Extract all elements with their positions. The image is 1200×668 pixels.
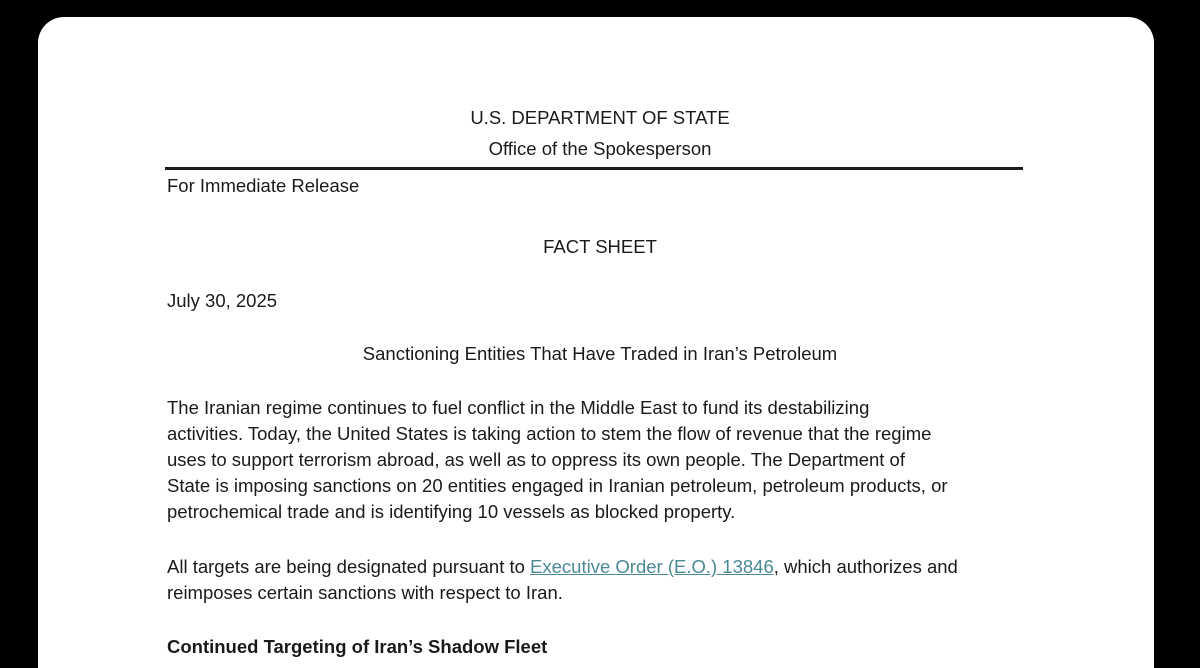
- authority-text-before: All targets are being designated pursuant to: [167, 556, 531, 577]
- paragraph-line: petrochemical trade and is identifying 10 vessels as blocked property.: [167, 501, 736, 522]
- release-date: July 30, 2025: [167, 290, 278, 311]
- authority-paragraph: [167, 554, 958, 606]
- header-divider: [165, 167, 1023, 170]
- release-label: For Immediate Release: [167, 175, 360, 196]
- paragraph-line: State is imposing sanctions on 20 entities engaged in Iranian petroleum, petroleum products, or: [167, 475, 948, 496]
- intro-paragraph: [167, 395, 948, 525]
- paragraph-line: uses to support terrorism abroad, as well as to oppress its own people. The Department of: [167, 449, 905, 470]
- paragraph-line: reimposes certain sanctions with respect to Iran.: [167, 582, 563, 603]
- paragraph-line: The Iranian regime continues to fuel conflict in the Middle East to fund its destabilizing: [167, 397, 870, 418]
- paragraph-line: activities. Today, the United States is taking action to stem the flow of revenue that the regime: [167, 423, 932, 444]
- executive-order-link[interactable]: Executive Order (E.O.) 13846: [530, 556, 774, 577]
- section-heading: Continued Targeting of Iran’s Shadow Fleet: [167, 636, 548, 657]
- document-title: Sanctioning Entities That Have Traded in Iran’s Petroleum: [362, 343, 838, 364]
- doc-type-heading: FACT SHEET: [543, 236, 657, 257]
- authority-text-after: , which authorizes and: [773, 556, 958, 577]
- paragraph-line: [167, 554, 958, 580]
- office-name: Office of the Spokesperson: [488, 138, 712, 159]
- agency-name: U.S. DEPARTMENT OF STATE: [470, 107, 730, 128]
